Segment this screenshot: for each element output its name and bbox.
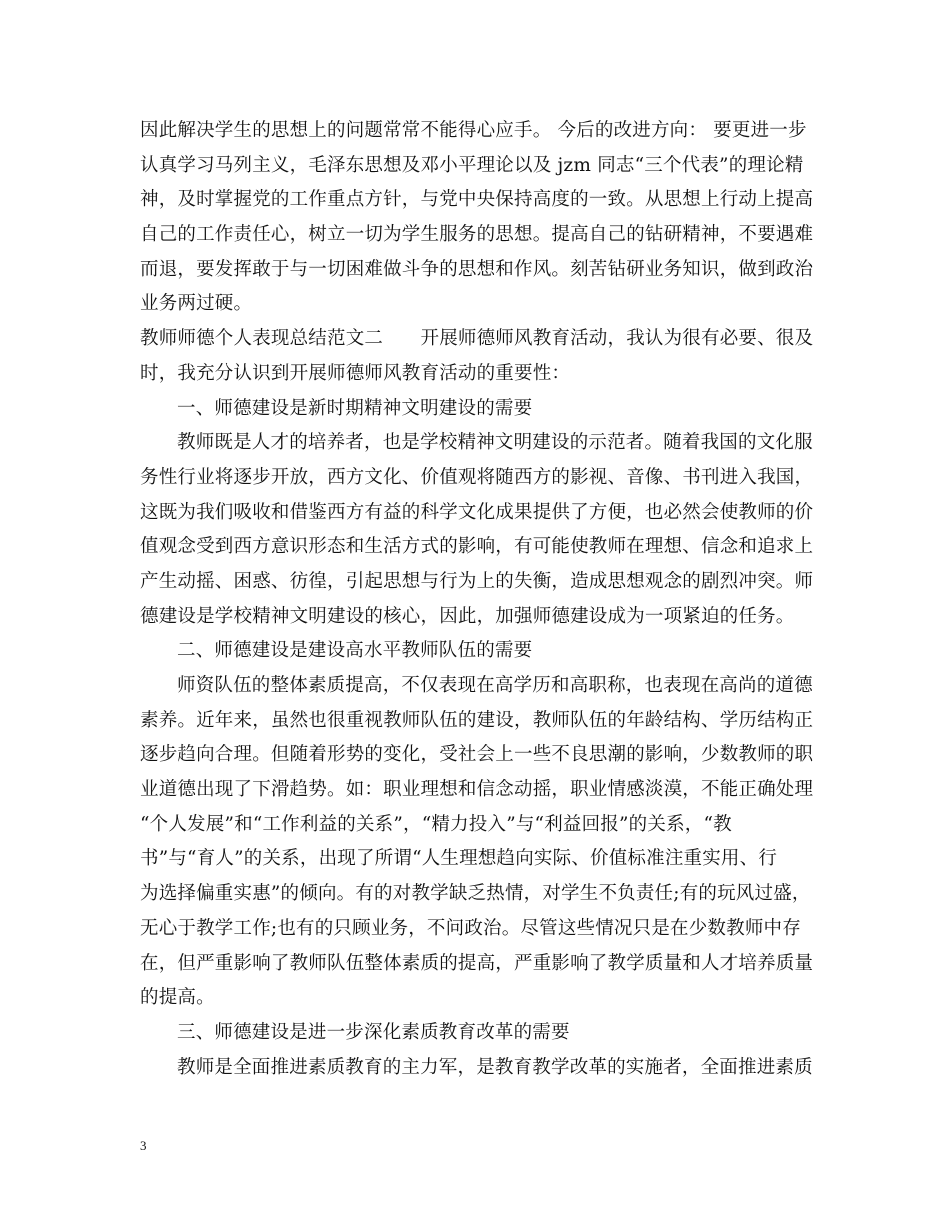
text-line: 素养。近年来，虽然也很重视教师队伍的建设，教师队伍的年龄结构、学历结构正 [140, 709, 814, 731]
text-line: 教师既是人才的培养者，也是学校精神文明建设的示范者。随着我国的文化服 [177, 432, 813, 454]
text-line: 神，及时掌握党的工作重点方针，与党中央保持高度的一致。从思想上行动上提高 [140, 189, 814, 211]
text-line: 为选择偏重实惠”的倾向。有的对教学缺乏热情，对学生不负责任;有的玩风过盛， [140, 883, 811, 905]
text-line: 的提高。 [140, 987, 215, 1009]
text-line: 二、师德建设是建设高水平教师队伍的需要 [177, 640, 533, 662]
text-line: 在，但严重影响了教师队伍整体素质的提高，严重影响了教学质量和人才培养质量 [140, 952, 814, 974]
text-line: 师资队伍的整体素质提高，不仅表现在高学历和高职称，也表现在高尚的道德 [177, 675, 813, 696]
text-line: 一、师德建设是新时期精神文明建设的需要 [177, 397, 533, 419]
text-line: 自己的工作责任心，树立一切为学生服务的思想。提高自己的钻研精神，不要遇难 [140, 224, 814, 246]
text-line: 业道德出现了下滑趋势。如：职业理想和信念动摇，职业情感淡漠，不能正确处理 [140, 779, 814, 801]
text-line: “个人发展”和“工作利益的关系”，“精力投入”与“利益回报”的关系，“教 [140, 813, 732, 835]
text-line: 三、师德建设是进一步深化素质教育改革的需要 [177, 1021, 570, 1043]
text-line: 无心于教学工作;也有的只顾业务，不问政治。尽管这些情况只是在少数教师中存 [140, 917, 801, 939]
text-line: 书”与“育人”的关系，出现了所谓“人生理想趋向实际、价值标准注重实用、行 [140, 848, 778, 870]
text-line: 认真学习马列主义，毛泽东思想及邓小平理论以及 jzm 同志“三个代表”的理论精 [140, 154, 804, 176]
page-number: 3 [140, 1138, 147, 1153]
text-line: 德建设是学校精神文明建设的核心，因此，加强师德建设成为一项紧迫的任务。 [140, 605, 795, 627]
text-line: 这既为我们吸收和借鉴西方有益的科学文化成果提供了方便，也必然会使教师的价 [140, 501, 814, 523]
text-line: 教师是全面推进素质教育的主力军，是教育教学改革的实施者，全面推进素质 [177, 1056, 813, 1078]
text-line: 因此解决学生的思想上的问题常常不能得心应手。 今后的改进方向： 要更进一步 [140, 120, 807, 141]
text-line: 逐步趋向合理。但随着形势的变化，受社会上一些不良思潮的影响，少数教师的职 [140, 744, 814, 766]
text-line: 而退，要发挥敢于与一切困难做斗争的思想和作风。刻苦钻研业务知识，做到政治 [140, 258, 814, 280]
text-line: 务性行业将逐步开放，西方文化、价值观将随西方的影视、音像、书刊进入我国， [140, 466, 814, 488]
text-line: 产生动摇、困惑、彷徨，引起思想与行为上的失衡，造成思想观念的剧烈冲突。师 [140, 570, 814, 592]
text-line: 教师师德个人表现总结范文二 开展师德师风教育活动，我认为很有必要、很及 [140, 328, 814, 350]
text-line: 值观念受到西方意识形态和生活方式的影响，有可能使教师在理想、信念和追求上 [140, 536, 814, 558]
text-line: 业务两过硬。 [140, 293, 253, 315]
body-text [140, 114, 820, 1085]
text-line: 时，我充分认识到开展师德师风教育活动的重要性： [140, 362, 571, 384]
